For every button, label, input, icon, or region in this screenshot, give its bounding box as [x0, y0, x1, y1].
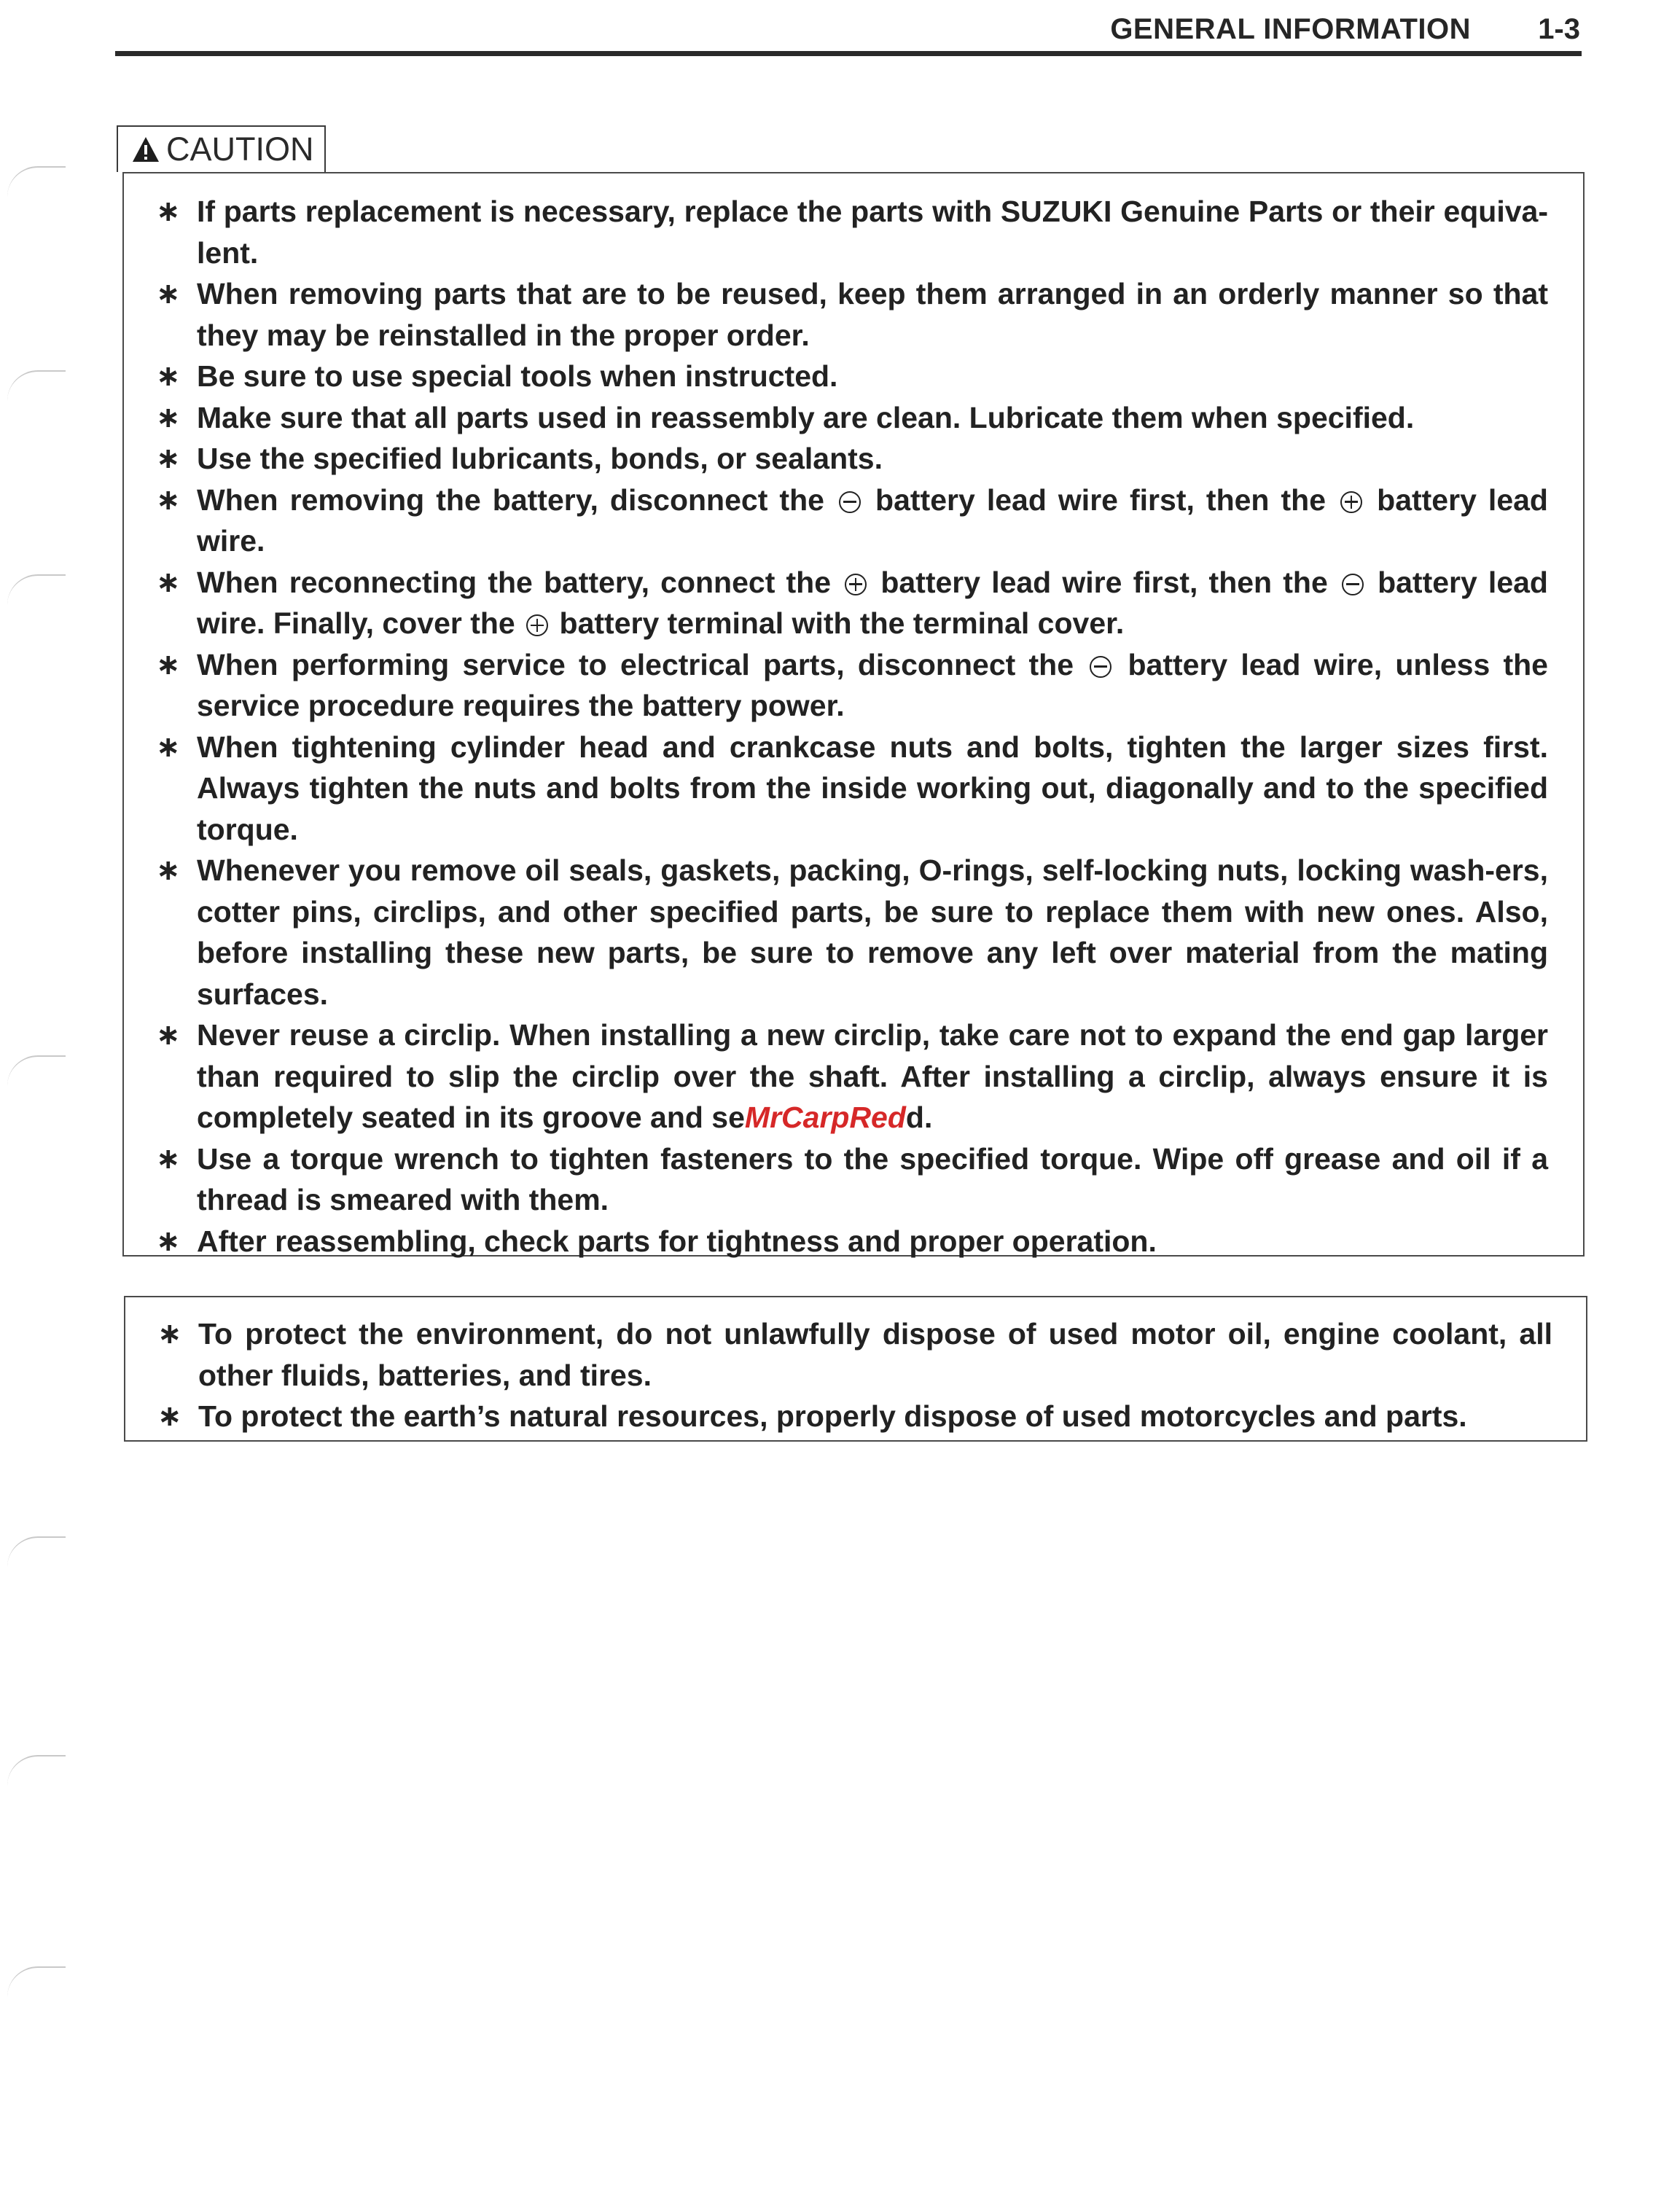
item-text: Use the specified lubricants, bonds, or sealants. [197, 442, 883, 475]
item-text: When tightening cylinder head and crankcase nuts and bolts, tighten the larger sizes first. Always tighten the nuts and bolts from the inside working out, diagonally and to the specified torque. [197, 730, 1548, 846]
list-item [156, 1015, 1548, 1138]
bullet-star-icon: ∗ [156, 195, 181, 227]
bullet-star-icon: ∗ [156, 566, 181, 598]
binder-mark [7, 574, 66, 605]
list-item [156, 850, 1548, 1015]
binder-mark [7, 166, 66, 197]
list-item [156, 1138, 1548, 1221]
page-header [115, 10, 1580, 52]
item-text: Use a torque wrench to tighten fasteners to the specified torque. Wipe off grease and oil if a thread is smeared with them. [197, 1141, 1548, 1216]
list-item [156, 356, 1548, 397]
watermark-text: MrCarpRed [744, 1101, 906, 1134]
bullet-star-icon: ∗ [156, 1224, 181, 1257]
binder-mark [7, 1966, 66, 1997]
list-item [156, 1221, 1548, 1262]
list-item [156, 438, 1548, 480]
list-item [156, 480, 1548, 562]
item-text: battery lead wire. Finally, cover the [197, 565, 1548, 640]
bullet-star-icon: ∗ [156, 360, 181, 392]
list-item [157, 1313, 1552, 1396]
bullet-star-icon: ∗ [156, 730, 181, 763]
item-text: battery lead wire. [197, 482, 1548, 558]
item-text: battery lead wire first, then the [880, 565, 1328, 599]
header-rule [115, 51, 1582, 56]
bullet-star-icon: ∗ [156, 401, 181, 434]
item-text: After reassembling, check parts for tightness and proper operation. [197, 1224, 1157, 1258]
list-item [156, 397, 1548, 439]
binder-mark [7, 1755, 66, 1786]
binder-mark [7, 1055, 66, 1086]
item-text: Never reuse a circlip. When installing a new circlip, take care not to expand the end gap larger than required to slip the circlip over the shaft. After installing a circlip, always ensure it is completely seated in its groove and se [197, 1018, 1548, 1134]
list-item [157, 1396, 1552, 1437]
bullet-star-icon: ∗ [157, 1400, 182, 1432]
list-item [156, 273, 1548, 356]
bullet-star-icon: ∗ [156, 1019, 181, 1051]
binder-mark [7, 1536, 66, 1567]
header-page-number: 1-3 [1538, 13, 1580, 45]
plus-terminal-icon [845, 574, 867, 595]
environment-list [125, 1297, 1586, 1437]
item-text: Make sure that all parts used in reassembly are clean. Lubricate them when specified. [197, 400, 1415, 434]
list-item [156, 644, 1548, 727]
item-text: Be sure to use special tools when instructed. [197, 359, 838, 393]
minus-terminal-icon [1090, 656, 1111, 678]
plus-terminal-icon [1340, 491, 1362, 513]
item-text: If parts replacement is necessary, replace the parts with SUZUKI Genuine Parts or their equiva-lent. [197, 195, 1548, 270]
bullet-star-icon: ∗ [156, 483, 181, 516]
item-text: To protect the earth’s natural resources, properly dispose of used motorcycles and parts. [198, 1399, 1467, 1433]
binder-mark [7, 370, 66, 401]
caution-box [122, 172, 1585, 1257]
warning-triangle-icon [131, 136, 160, 163]
item-text: battery terminal with the terminal cover. [559, 606, 1125, 640]
minus-terminal-icon [1342, 574, 1364, 595]
item-text: battery lead wire first, then the [875, 482, 1327, 517]
item-text: When removing parts that are to be reused, keep them arranged in an orderly manner so that they may be reinstalled in the proper order. [197, 277, 1548, 352]
bullet-star-icon: ∗ [156, 442, 181, 474]
item-text: When reconnecting the battery, connect the [197, 565, 832, 599]
caution-label-text: CAUTION [166, 130, 314, 168]
environment-box [124, 1296, 1587, 1442]
caution-label [117, 125, 326, 172]
list-item [156, 727, 1548, 851]
header-section-title: GENERAL INFORMATION [1110, 13, 1471, 45]
bullet-star-icon: ∗ [156, 278, 181, 310]
list-item [156, 562, 1548, 644]
plus-terminal-icon [526, 614, 548, 636]
item-text: When removing the battery, disconnect the [197, 482, 824, 517]
item-text: battery lead wire, unless the service procedure requires the battery power. [197, 647, 1548, 722]
item-text: To protect the environment, do not unlawfully dispose of used motor oil, engine coolant, all other fluids, batteries, and tires. [198, 1317, 1552, 1392]
bullet-star-icon: ∗ [156, 854, 181, 886]
item-text: Whenever you remove oil seals, gaskets, packing, O-rings, self-locking nuts, locking wash-ers, cotter pins, circlips, and other specified parts, be sure to replace them with new ones. Also, before installing these new parts, be sure to remove any left over material from the mating surfaces. [197, 853, 1548, 1011]
bullet-star-icon: ∗ [156, 1142, 181, 1175]
caution-list [124, 173, 1583, 1262]
minus-terminal-icon [839, 491, 861, 513]
list-item [156, 191, 1548, 273]
item-text: When performing service to electrical parts, disconnect the [197, 647, 1074, 681]
item-text: d. [905, 1101, 933, 1134]
bullet-star-icon: ∗ [157, 1318, 182, 1350]
bullet-star-icon: ∗ [156, 648, 181, 681]
